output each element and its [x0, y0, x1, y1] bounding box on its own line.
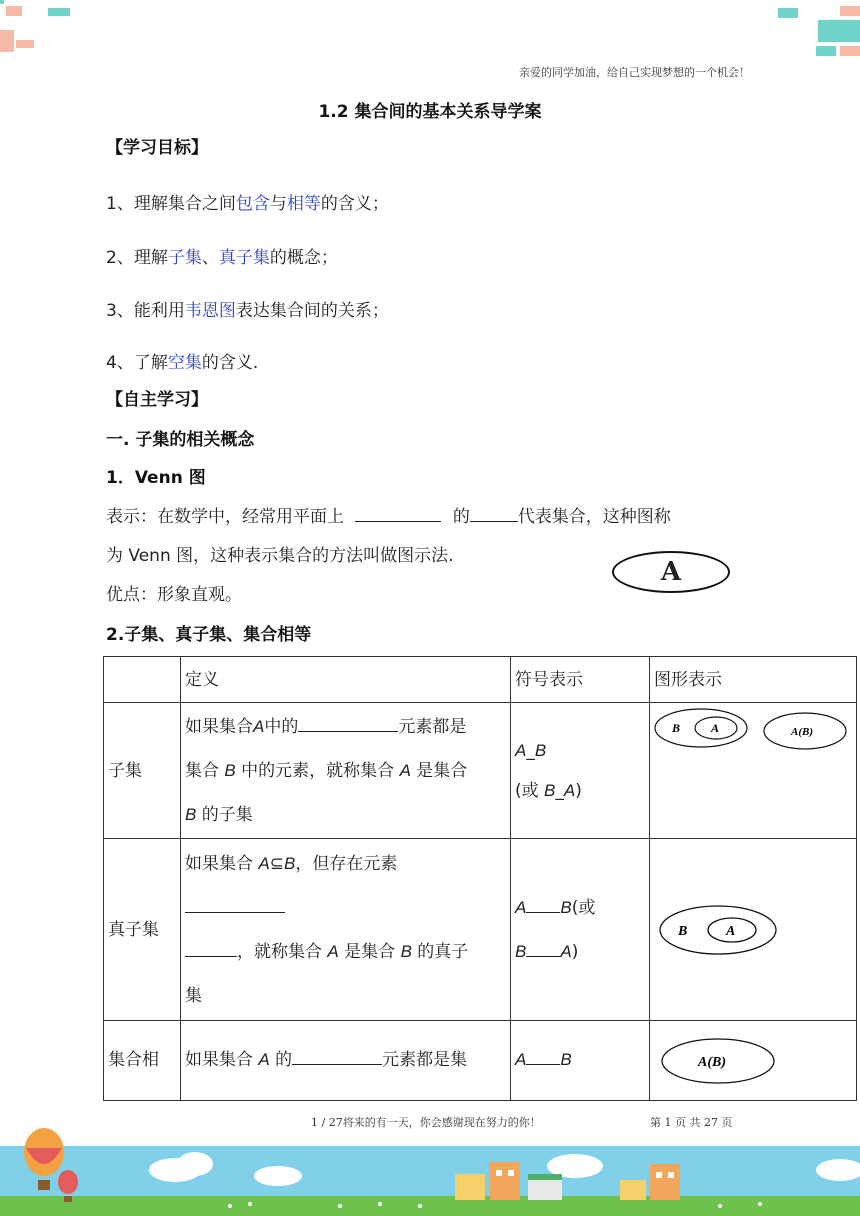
venn-advantage: 优点：形象直观。 — [106, 585, 242, 605]
table-row-subset — [104, 703, 857, 839]
page-title: 1.2 集合间的基本关系导学案 — [318, 102, 542, 122]
venn-example-a: A — [612, 551, 730, 593]
venn-definition-line2: 为 Venn 图，这种表示集合的方法叫做图示法. — [106, 546, 454, 566]
equal-symbol: A B — [511, 1021, 650, 1101]
fig-subset-equal-label: A(B) — [791, 726, 813, 738]
goal-item-3: 3、能利用韦恩图表达集合间的关系； — [106, 301, 389, 321]
goals-heading: 【学习目标】 — [106, 138, 208, 158]
part1-heading: 一. 子集的相关概念 — [106, 430, 255, 450]
header-definition: 定义 — [181, 657, 511, 703]
venn-heading: 1．Venn 图 — [106, 468, 206, 488]
footer-page-number: 第 1 页 共 27 页 — [650, 1116, 733, 1129]
subset-venn-diagrams — [654, 706, 851, 756]
footer-motto: 1 / 27将来的有一天，你会感谢现在努力的你！ — [311, 1116, 541, 1129]
goal-item-1: 1、理解集合之间包含与相等的含义； — [106, 194, 389, 214]
header-symbol: 符号表示 — [511, 657, 650, 703]
header-cell-empty — [104, 657, 181, 703]
goal-item-4: 4、了解空集的含义. — [106, 353, 259, 373]
blank-1 — [355, 505, 441, 522]
fig-equal-label: A(B) — [698, 1055, 726, 1070]
corner-decoration-left — [0, 0, 80, 60]
table-header-row — [104, 657, 857, 703]
row-name-proper-subset: 真子集 — [104, 839, 181, 1021]
proper-subset-venn-diagram — [654, 900, 851, 960]
equal-figure — [650, 1021, 857, 1101]
proper-subset-definition: 如果集合 A⊆B，但存在元素 ，就称集合 A 是集合 B 的真子 集 — [181, 839, 511, 1021]
venn-definition-line1: 表示：在数学中，经常用平面上 的 代表集合，这种图称 — [106, 507, 671, 527]
proper-subset-figure — [650, 839, 857, 1021]
proper-subset-symbol: A B(或 B A) — [511, 839, 650, 1021]
row-name-subset: 子集 — [104, 703, 181, 839]
header-motto: 亲爱的同学加油，给自己实现梦想的一个机会！ — [519, 66, 750, 79]
equal-venn-diagram — [654, 1035, 851, 1087]
fig-subset-outer-label: B — [672, 721, 681, 735]
subset-definition: 如果集合A中的 元素都是 集合 B 中的元素，就称集合 A 是集合 B 的子集 — [181, 703, 511, 839]
blank-2 — [470, 505, 518, 522]
table-row-proper-subset — [104, 839, 857, 1021]
equal-definition: 如果集合 A 的 元素都是集 — [181, 1021, 511, 1101]
row-name-equal: 集合相 — [104, 1021, 181, 1101]
corner-decoration-right — [760, 0, 860, 70]
fig-proper-inner-label: A — [726, 923, 736, 939]
part2-heading: 2.子集、真子集、集合相等 — [106, 625, 312, 645]
subset-symbol: A_B (或 B_A) — [511, 703, 650, 839]
fig-proper-outer-label: B — [678, 923, 688, 939]
subset-figure — [650, 703, 857, 839]
table-row-equal — [104, 1021, 857, 1101]
footer-scenery-illustration — [0, 1120, 860, 1216]
goal-item-2: 2、理解子集、真子集的概念； — [106, 248, 338, 268]
self-study-heading: 【自主学习】 — [106, 390, 208, 410]
comparison-table — [103, 656, 857, 1101]
header-figure: 图形表示 — [650, 657, 857, 703]
fig-subset-inner-label: A — [711, 721, 720, 735]
